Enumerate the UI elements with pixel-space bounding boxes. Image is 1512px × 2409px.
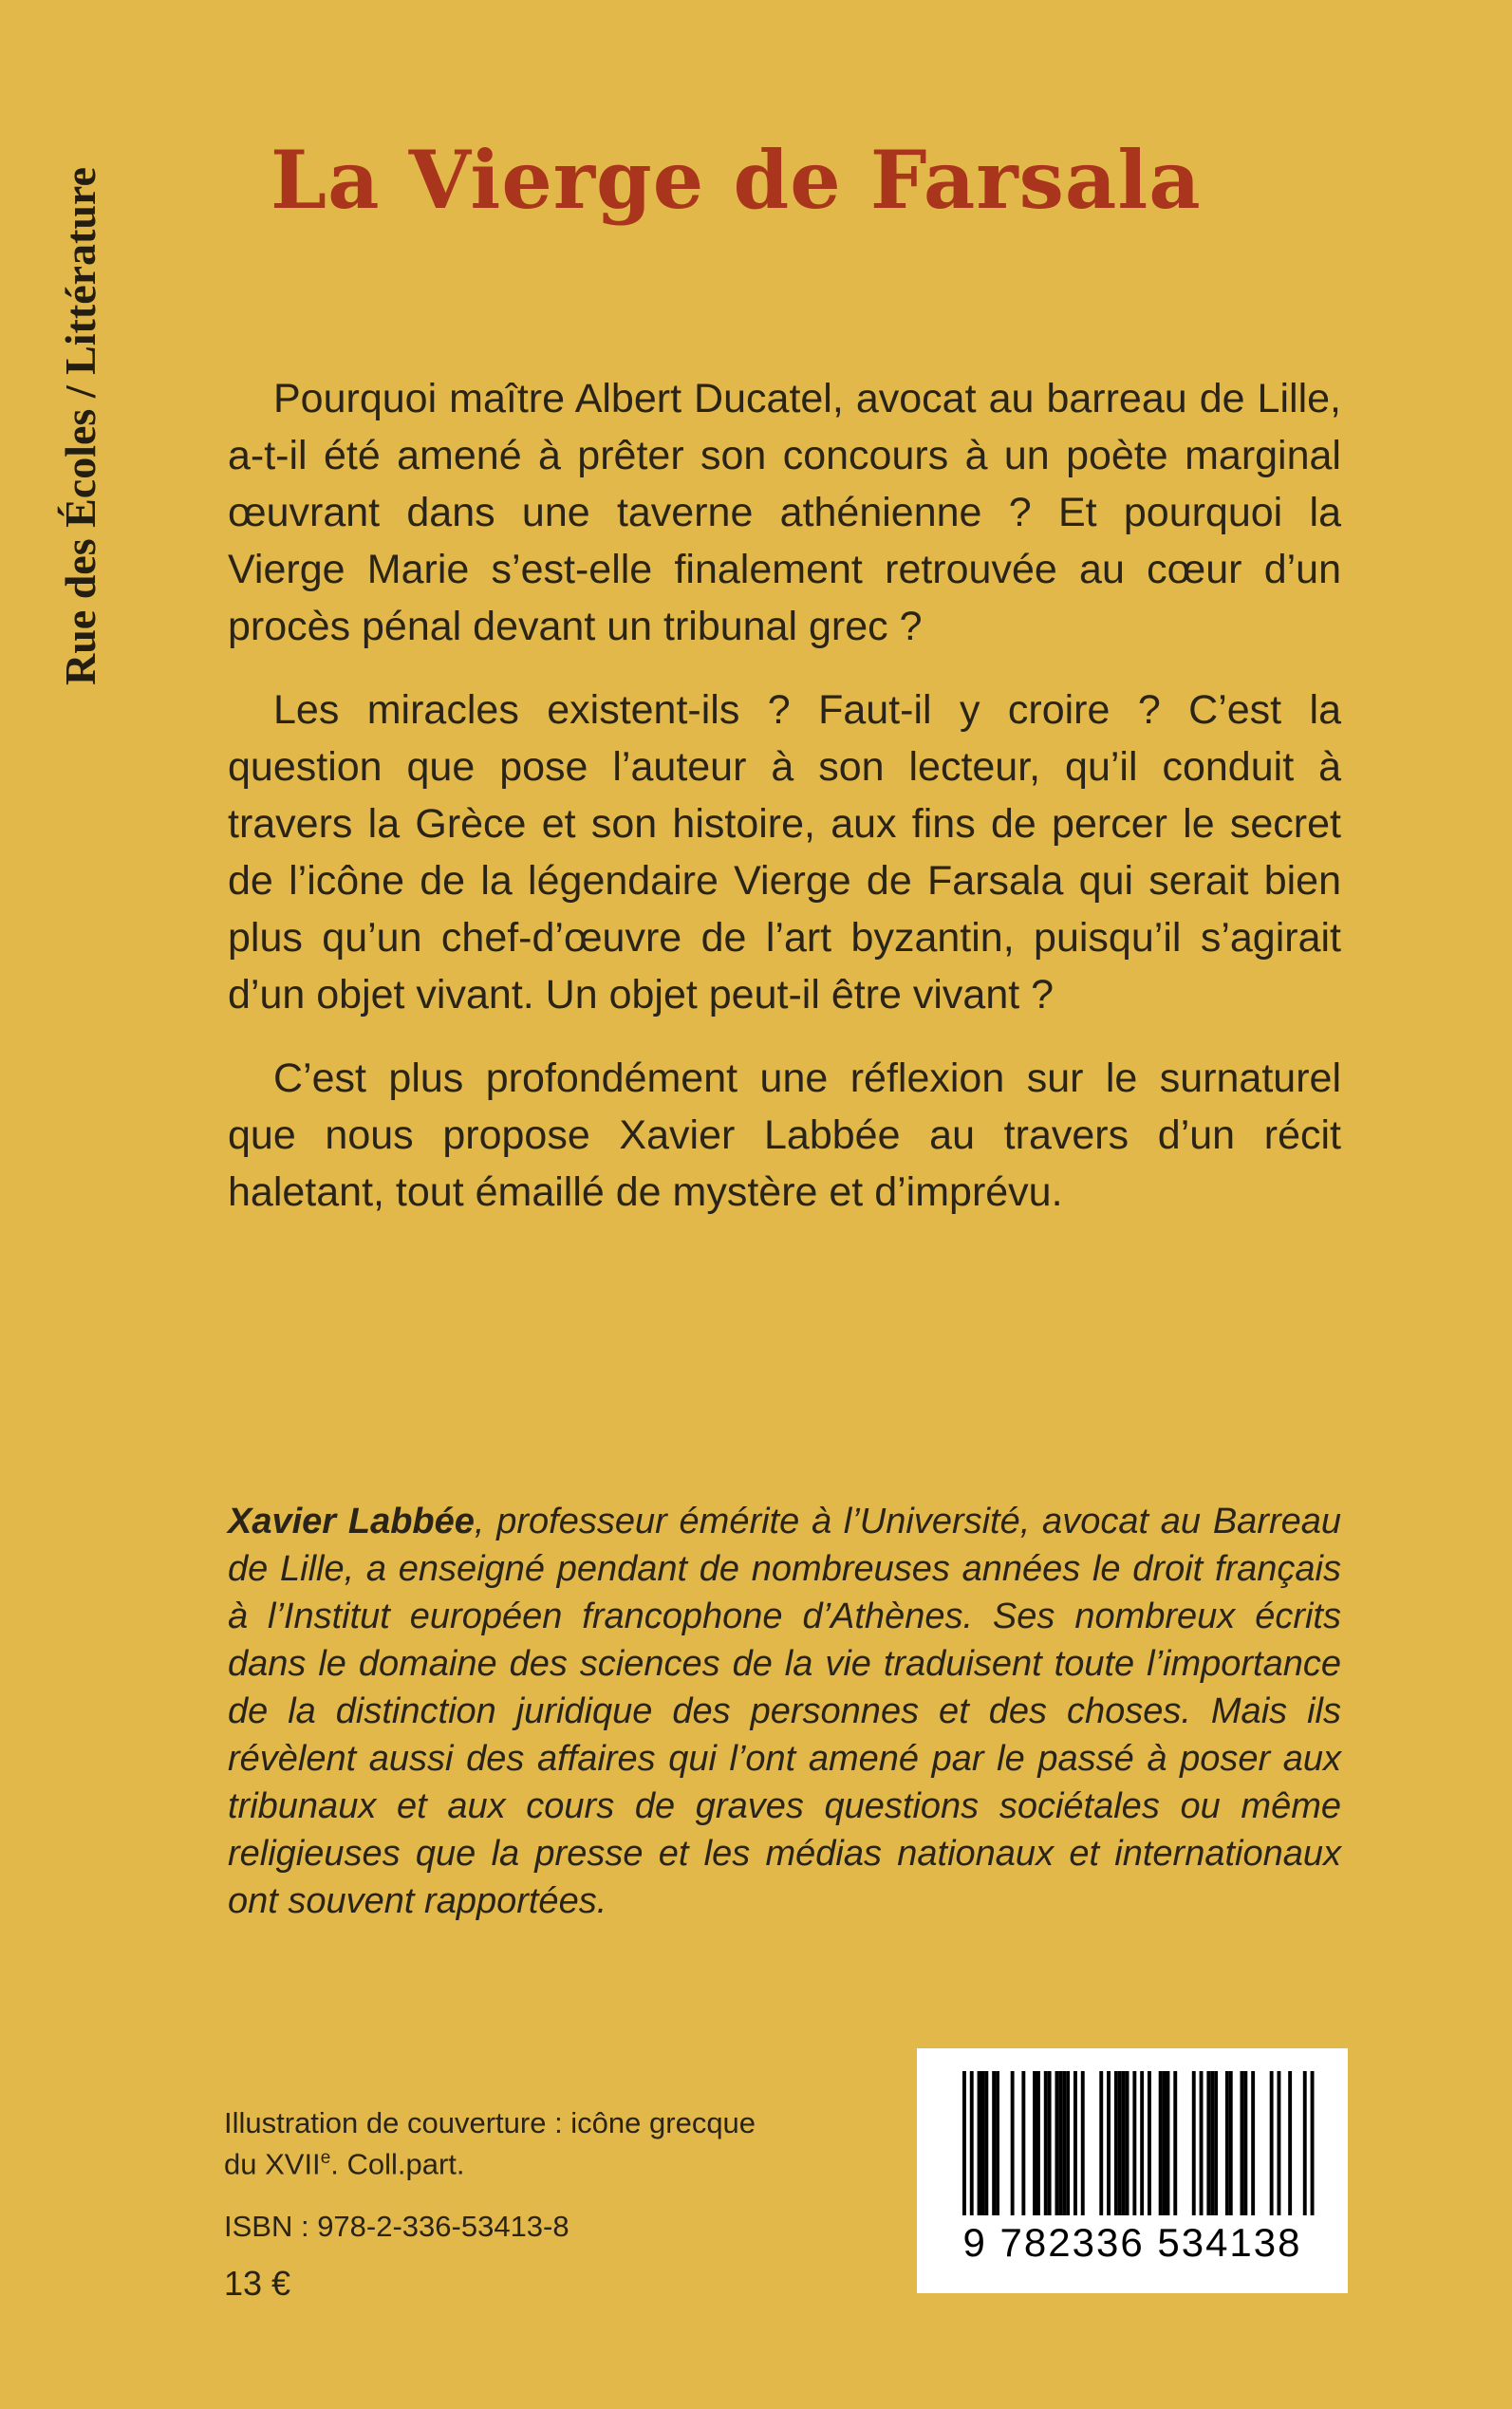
barcode-bar (1214, 2071, 1218, 2215)
barcode-bar (1036, 2071, 1040, 2215)
author-bio-text: , professeur émérite à l’Université, avocat au Barreau de Lille, a enseigné pendant de nombreuses années le droit français à l’Institut européen francophone d’Athènes. Ses nombreux écrits dans le domaine des sciences de la vie traduisent toute l’importance de la distinction juridique des personnes et des choses. Mais ils révèlent aussi des affaires qui l’ont amené par le passé à poser aux tribunaux et aux cours de graves questions sociétales ou même religieuses que la presse et les médias nationaux et internationaux ont souvent rapportées. (228, 1502, 1342, 1921)
barcode-bar (970, 2071, 974, 2215)
author-name: Xavier Labbée (228, 1502, 475, 1541)
barcode-bar (1066, 2071, 1070, 2215)
barcode-bar (978, 2071, 981, 2215)
book-title: La Vierge de Farsala (271, 133, 1202, 227)
barcode-bar (1167, 2071, 1170, 2215)
credit-line-1: Illustration de couverture : icône grecque (224, 2106, 756, 2139)
barcode-bar (1192, 2071, 1196, 2215)
barcode-bar (1044, 2071, 1048, 2215)
barcode-bar (1173, 2071, 1177, 2215)
barcode-bar (1163, 2071, 1167, 2215)
author-bio (228, 1498, 1341, 1925)
barcode-bar (1048, 2071, 1052, 2215)
barcode-bars (917, 2048, 1348, 2229)
barcode-bar (1062, 2071, 1066, 2215)
credit-collection: . Coll.part. (330, 2147, 465, 2181)
barcode-bar (962, 2071, 966, 2215)
barcode (917, 2048, 1348, 2293)
barcode-bar (1099, 2071, 1103, 2215)
barcode-bar (1251, 2071, 1255, 2215)
barcode-bar (992, 2071, 996, 2215)
barcode-bar (1122, 2071, 1126, 2215)
barcode-bar (1243, 2071, 1247, 2215)
blurb-paragraph: Pourquoi maître Albert Ducatel, avocat au barreau de Lille, a-t-il été amené à prêter son concours à un poète marginal œuvrant dans une taverne athénienne ? Et pourquoi la Vierge Marie s’est-elle finalement retrouvée au cœur d’un procès pénal devant un tribunal grec ? (228, 376, 1341, 649)
barcode-bar (1159, 2071, 1163, 2215)
barcode-bar (1058, 2071, 1062, 2215)
barcode-bar (1021, 2071, 1025, 2215)
barcode-bar (1225, 2071, 1229, 2215)
barcode-bar (1288, 2071, 1292, 2215)
barcode-digits: 9 782336 534138 (962, 2220, 1302, 2265)
barcode-bar (1206, 2071, 1210, 2215)
credit-century: du XVII (224, 2147, 321, 2181)
blurb-paragraph: C’est plus profondément une réflexion sur le surnaturel que nous propose Xavier Labbée au travers d’un récit haletant, tout émaillé de mystère et d’imprévu. (228, 1055, 1341, 1215)
barcode-bar (984, 2071, 988, 2215)
blurb-paragraph: Les miracles existent-ils ? Faut-il y croire ? C’est la question que pose l’auteur à son lecteur, qu’il conduit à travers la Grèce et son histoire, aux fins de percer le secret de l’icône de la légendaire Vierge de Farsala qui serait bien plus qu’un chef-d’œuvre de l’art byzantin, puisqu’il s’agirait d’un objet vivant. Un objet peut-il être vivant ? (228, 687, 1341, 1018)
barcode-bar (1200, 2071, 1204, 2215)
barcode-bar (981, 2071, 985, 2215)
credit-line-2 (224, 2140, 756, 2181)
barcode-bar (1278, 2071, 1281, 2215)
barcode-bar (1033, 2071, 1036, 2215)
isbn: ISBN : 978-2-336-53413-8 (224, 2210, 569, 2243)
barcode-bar (1126, 2071, 1129, 2215)
barcode-bar (1311, 2071, 1315, 2215)
barcode-bar (1270, 2071, 1274, 2215)
price: 13 € (224, 2264, 291, 2303)
barcode-bar (1055, 2071, 1059, 2215)
barcode-bar (1011, 2071, 1015, 2215)
barcode-bar (1148, 2071, 1151, 2215)
barcode-bar (1073, 2071, 1077, 2215)
credit-century-sup: e (320, 2148, 331, 2168)
book-blurb (228, 370, 1341, 1247)
barcode-bar (1132, 2071, 1136, 2215)
barcode-bar (1229, 2071, 1233, 2215)
spine-text: Rue des Écoles / Littérature (56, 167, 104, 685)
barcode-bar (1303, 2071, 1307, 2215)
illustration-credit (224, 2105, 756, 2181)
barcode-bar (1114, 2071, 1118, 2215)
barcode-bar (1118, 2071, 1122, 2215)
barcode-bar (1210, 2071, 1214, 2215)
barcode-bar (1241, 2071, 1244, 2215)
barcode-bar (1081, 2071, 1085, 2215)
barcode-bar (996, 2071, 999, 2215)
barcode-bar (1140, 2071, 1144, 2215)
barcode-bar (1107, 2071, 1111, 2215)
